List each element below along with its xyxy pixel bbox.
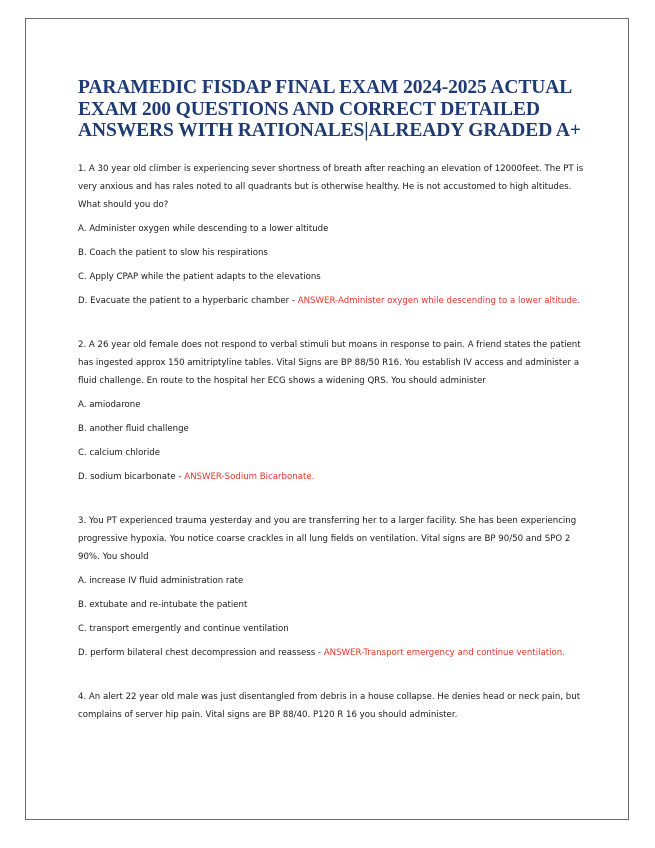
answer-option: B. Coach the patient to slow his respirations [78,247,268,258]
answer-option: C. transport emergently and continue ventilation [78,623,289,634]
answer-option: D. perform bilateral chest decompression and reassess - [78,647,324,658]
answer-option: D. Evacuate the patient to a hyperbaric chamber - [78,295,298,306]
answer-option: D. sodium bicarbonate - [78,471,185,482]
document-page [25,18,629,820]
answer-option: B. another fluid challenge [78,423,189,434]
correct-answer: ANSWER-Transport emergency and continue ventilation. [323,647,565,658]
question-text: 3. You PT experienced trauma yesterday and you are transferring her to a larger facility. She has been experiencing progressive hypoxia. You notice coarse crackles in all lung fields on ventilation. Vital signs are BP 90/50 and SPO 2 90%. You should [78,515,577,562]
answer-option: B. extubate and re-intubate the patient [78,599,248,610]
answer-option: A. amiodarone [78,399,141,410]
question-block [78,688,588,724]
answer-option: C. calcium chloride [78,447,160,458]
answer-option: A. increase IV fluid administration rate [78,575,244,586]
page-content [78,77,588,730]
correct-answer: ANSWER-Administer oxygen while descending to a lower altitude. [297,295,580,306]
question-block [78,160,588,310]
document-title: PARAMEDIC FISDAP FINAL EXAM 2024-2025 ACTUAL EXAM 200 QUESTIONS AND CORRECT DETAILED ANSWERS WITH RATIONALES|ALREADY GRADED A+ [78,77,581,141]
answer-option: C. Apply CPAP while the patient adapts to the elevations [78,271,321,282]
question-text: 2. A 26 year old female does not respond to verbal stimuli but moans in response to pain. A friend states the patient has ingested approx 150 amitriptyline tables. Vital Signs are BP 88/50 R16. You establish IV access and administer a fluid challenge. En route to the hospital her ECG shows a widening QRS. You should administer [78,339,581,386]
answer-option: A. Administer oxygen while descending to a lower altitude [78,223,329,234]
answer-line [78,468,588,486]
question-block [78,512,588,662]
correct-answer: ANSWER-Sodium Bicarbonate. [184,471,315,482]
question-text: 1. A 30 year old climber is experiencing sever shortness of breath after reaching an elevation of 12000feet. The PT is very anxious and has rales noted to all quadrants but is otherwise healthy. He is not accustomed to high altitudes. What should you do? [78,163,584,210]
answer-line [78,292,588,310]
question-block [78,336,588,486]
answer-line [78,644,588,662]
question-text: 4. An alert 22 year old male was just disentangled from debris in a house collapse. He denies head or neck pain, but complains of server hip pain. Vital signs are BP 88/40. P120 R 16 you should administer. [78,691,581,720]
